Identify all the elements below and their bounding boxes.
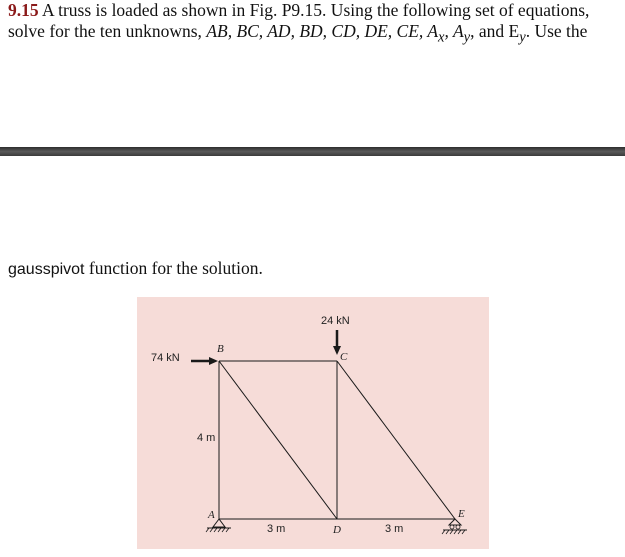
unknowns-and: , and E — [470, 21, 520, 41]
problem-tail: . Use the — [525, 21, 588, 41]
problem-intro: A truss is loaded as shown in Fig. P9.15. Using the following set of equations, solve for the ten unknowns, — [8, 0, 590, 41]
problem-number: 9.15 — [8, 0, 39, 20]
continuation-rest: function for the solution. — [84, 258, 263, 278]
node-b-label: B — [217, 343, 224, 355]
node-a-label: A — [208, 509, 215, 521]
node-c-label: C — [340, 351, 348, 363]
continuation-text — [8, 258, 263, 279]
function-name: gausspivot — [8, 261, 85, 278]
subscript-y2: y — [519, 29, 526, 46]
subscript-y: y — [463, 29, 471, 46]
dim-left-label: 3 m — [267, 523, 286, 535]
subscript-x: x — [438, 29, 445, 46]
member-bd — [219, 361, 337, 519]
load-arrow-left-icon — [191, 357, 218, 365]
load-left-label: 74 kN — [151, 352, 180, 364]
dim-height-label: 4 m — [197, 432, 216, 444]
unknowns-sep: , A — [444, 21, 464, 41]
member-ce — [337, 361, 455, 519]
node-d-label: D — [333, 524, 341, 536]
support-e-icon — [442, 519, 467, 534]
unknowns-list: AB, BC, AD, BD, CD, DE, CE, A — [206, 21, 439, 41]
page-divider — [0, 147, 625, 156]
problem-statement — [8, 0, 620, 49]
dim-right-label: 3 m — [385, 523, 404, 535]
truss-diagram — [137, 297, 489, 549]
truss-figure — [137, 297, 489, 549]
node-e-label: E — [458, 508, 465, 520]
load-top-label: 24 kN — [321, 315, 350, 327]
